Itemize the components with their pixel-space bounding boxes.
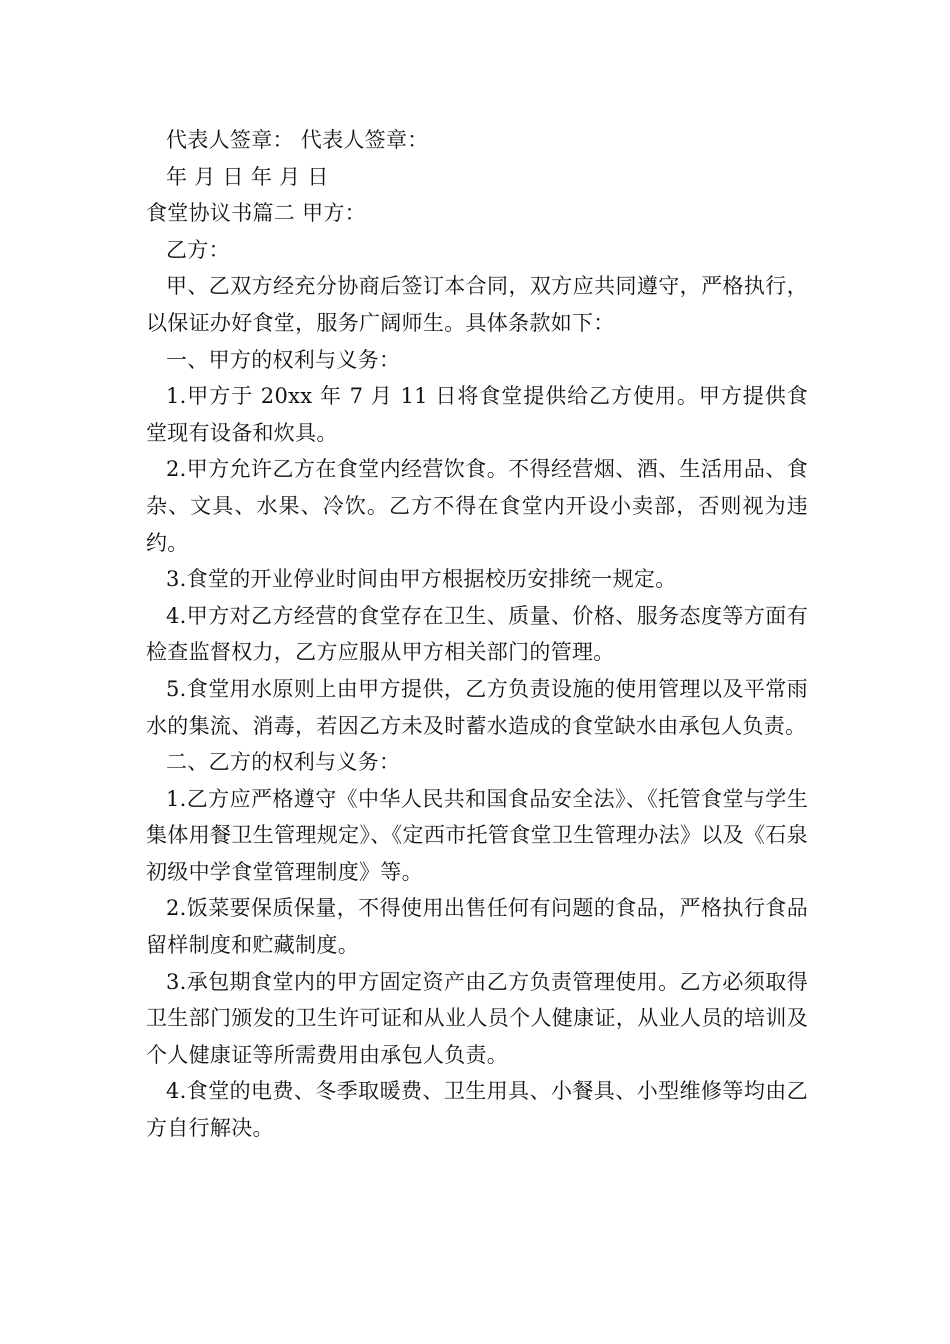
party-a-clause-4: 4.甲方对乙方经营的食堂存在卫生、质量、价格、服务态度等方面有检查监督权力，乙方应服从甲方相关部门的管理。 [146,603,808,665]
party-b-clause-2: 2.饭菜要保质保量，不得使用出售任何有问题的食品，严格执行食品留样制度和贮藏制度。 [146,896,808,958]
section-heading-party-b: 二、乙方的权利与义务： [166,750,401,775]
party-a-clause-2: 2.甲方允许乙方在食堂内经营饮食。不得经营烟、酒、生活用品、食杂、文具、水果、冷饮。乙方不得在食堂内开设小卖部，否则视为违约。 [146,457,808,555]
signature-line: 代表人签章： 代表人签章： [166,128,429,152]
date-line: 年 月 日 年 月 日 [166,164,329,189]
party-a-clause-5: 5.食堂用水原则上由甲方提供，乙方负责设施的使用管理以及平常雨水的集流、消毒，若因乙方未及时蓄水造成的食堂缺水由承包人负责。 [146,676,808,738]
party-b-clause-1: 1.乙方应严格遵守《中华人民共和国食品安全法》、《托管食堂与学生集体用餐卫生管理规定》、《定西市托管食堂卫生管理办法》以及《石泉初级中学食堂管理制度》等。 [146,786,808,884]
document-body [146,122,808,1147]
document-title: 食堂协议书篇二 甲方： [146,201,366,226]
party-b-line: 乙方： [166,237,230,262]
intro-paragraph: 甲、乙双方经充分协商后签订本合同，双方应共同遵守，严格执行，以保证办好食堂，服务广阔师生。具体条款如下： [146,274,808,335]
section-heading-party-a: 一、甲方的权利与义务： [166,347,401,372]
party-a-clause-1: 1.甲方于 20xx 年 7 月 11 日将食堂提供给乙方使用。甲方提供食堂现有设备和炊具。 [146,384,808,445]
party-a-clause-3: 3.食堂的开业停业时间由甲方根据校历安排统一规定。 [166,567,677,592]
party-b-clause-4: 4.食堂的电费、冬季取暖费、卫生用具、小餐具、小型维修等均由乙方自行解决。 [146,1079,808,1141]
party-b-clause-3: 3.承包期食堂内的甲方固定资产由乙方负责管理使用。乙方必须取得卫生部门颁发的卫生许可证和从业人员个人健康证，从业人员的培训及个人健康证等所需费用由承包人负责。 [146,969,808,1067]
